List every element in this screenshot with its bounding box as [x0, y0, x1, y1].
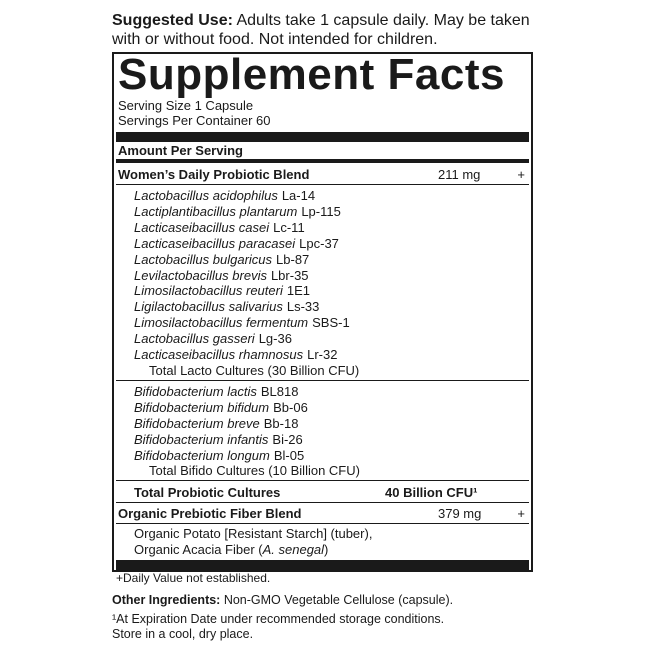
blend2-dv: + — [517, 506, 525, 521]
panel-title: Supplement Facts — [118, 50, 505, 99]
ingredient-row — [134, 236, 339, 252]
ingredient-row — [134, 204, 341, 220]
ingredient-row — [134, 400, 308, 416]
total-probiotic-row — [118, 485, 525, 500]
ingredient-row — [134, 315, 350, 331]
fiber-line-2-species: A. senegal — [262, 542, 325, 557]
ingredient-row — [134, 384, 298, 400]
ingredient-strain: 1E1 — [286, 283, 310, 299]
storage-notes — [112, 612, 444, 642]
suggested-use — [112, 11, 552, 49]
blend1-row — [118, 167, 525, 182]
blend2-amount: 379 mg — [438, 506, 482, 521]
serving-info — [118, 98, 270, 128]
ingredient-strain: SBS-1 — [312, 315, 350, 331]
ingredient-row — [134, 448, 304, 464]
fiber-line-2-pre: Organic Acacia Fiber ( — [134, 542, 263, 557]
amount-per-serving: Amount Per Serving — [118, 143, 243, 158]
ingredient-strain: BL818 — [260, 384, 299, 399]
ingredient-strain: Lb-87 — [276, 251, 310, 267]
fiber-line-2-post: ) — [324, 542, 329, 557]
other-ingredients — [112, 593, 453, 607]
ingredient-strain: Bl-05 — [273, 447, 305, 463]
ingredient-species: Lacticaseibacillus rhamnosus — [134, 347, 304, 362]
blend1-amount: 211 mg — [438, 167, 481, 182]
ingredient-row — [134, 432, 303, 448]
ingredient-species: Bifidobacterium breve — [134, 415, 260, 431]
ingredient-row — [134, 283, 310, 299]
serving-size: Serving Size 1 Capsule — [118, 98, 254, 113]
other-ingredients-text: Non-GMO Vegetable Cellulose (capsule). — [220, 593, 454, 607]
medium-divider — [116, 159, 529, 163]
ingredient-strain: Lpc-37 — [299, 235, 339, 251]
row-divider — [116, 523, 529, 524]
ingredient-species: Lacticaseibacillus paracasei — [134, 235, 296, 251]
ingredient-species: Lactobacillus bulgaricus — [134, 251, 273, 267]
ingredient-row — [134, 331, 292, 347]
ingredient-strain: Lp-115 — [301, 203, 341, 219]
row-divider — [116, 380, 529, 381]
ingredient-row — [134, 268, 309, 284]
ingredient-strain: Bb-18 — [263, 415, 299, 431]
ingredient-strain: La-14 — [281, 188, 316, 203]
ingredient-species: Lactobacillus acidophilus — [134, 188, 278, 203]
suggested-use-label: Suggested Use: — [112, 12, 233, 29]
suggested-use-text: Adults take 1 capsule daily. May be taken with or without food. Not intended for children. — [112, 12, 530, 48]
footnote: +Daily Value not established. — [116, 571, 271, 585]
ingredient-row — [134, 188, 315, 204]
ingredient-row — [134, 347, 337, 363]
total-probiotic-amount: 40 Billion CFU¹ — [385, 485, 478, 500]
blend2-row — [118, 506, 525, 521]
ingredient-strain: Lg-36 — [258, 331, 292, 347]
fiber-line-1: Organic Potato [Resistant Starch] (tuber), — [134, 526, 373, 541]
ingredient-row — [134, 220, 305, 236]
blend2-name: Organic Prebiotic Fiber Blend — [118, 506, 302, 521]
blend1-name: Women’s Daily Probiotic Blend — [118, 167, 310, 182]
ingredient-strain: Lr-32 — [307, 347, 338, 362]
row-divider — [116, 184, 529, 185]
ingredient-species: Limosilactobacillus fermentum — [134, 315, 309, 331]
ingredient-species: Ligilactobacillus salivarius — [134, 299, 283, 315]
fiber-line-2 — [134, 542, 328, 558]
thick-divider — [116, 132, 529, 142]
bottom-thick-divider — [116, 560, 529, 570]
ingredient-species: Bifidobacterium longum — [134, 447, 270, 463]
blend1-dv: + — [517, 167, 525, 182]
ingredient-row — [134, 252, 309, 268]
ingredient-species: Bifidobacterium infantis — [134, 431, 269, 447]
row-divider — [116, 480, 529, 481]
ingredient-species: Lacticaseibacillus casei — [134, 219, 270, 235]
ingredient-species: Bifidobacterium bifidum — [134, 399, 270, 415]
ingredient-species: Lactobacillus gasseri — [134, 331, 255, 347]
ingredient-species: Lactiplantibacillus plantarum — [134, 203, 298, 219]
ingredient-row — [134, 416, 298, 432]
ingredient-row — [134, 299, 319, 315]
total-probiotic-name: Total Probiotic Cultures — [134, 485, 281, 500]
ingredient-species: Levilactobacillus brevis — [134, 267, 267, 283]
bifido-total: Total Bifido Cultures (10 Billion CFU) — [149, 463, 360, 478]
ingredient-strain: Bb-06 — [273, 399, 308, 415]
ingredient-strain: Bi-26 — [272, 431, 303, 447]
ingredient-species: Limosilactobacillus reuteri — [134, 283, 283, 299]
servings-per-container: Servings Per Container 60 — [118, 113, 271, 128]
storage-line-2: Store in a cool, dry place. — [112, 627, 254, 641]
ingredient-strain: Lc-11 — [273, 219, 305, 235]
ingredient-species: Bifidobacterium lactis — [134, 384, 257, 399]
supplement-facts-panel — [112, 52, 533, 572]
row-divider — [116, 502, 529, 503]
ingredient-strain: Lbr-35 — [270, 267, 309, 283]
lacto-total: Total Lacto Cultures (30 Billion CFU) — [149, 363, 360, 378]
ingredient-strain: Ls-33 — [286, 299, 320, 315]
storage-line-1: ¹At Expiration Date under recommended storage conditions. — [112, 612, 445, 626]
other-ingredients-label: Other Ingredients: — [112, 593, 221, 607]
